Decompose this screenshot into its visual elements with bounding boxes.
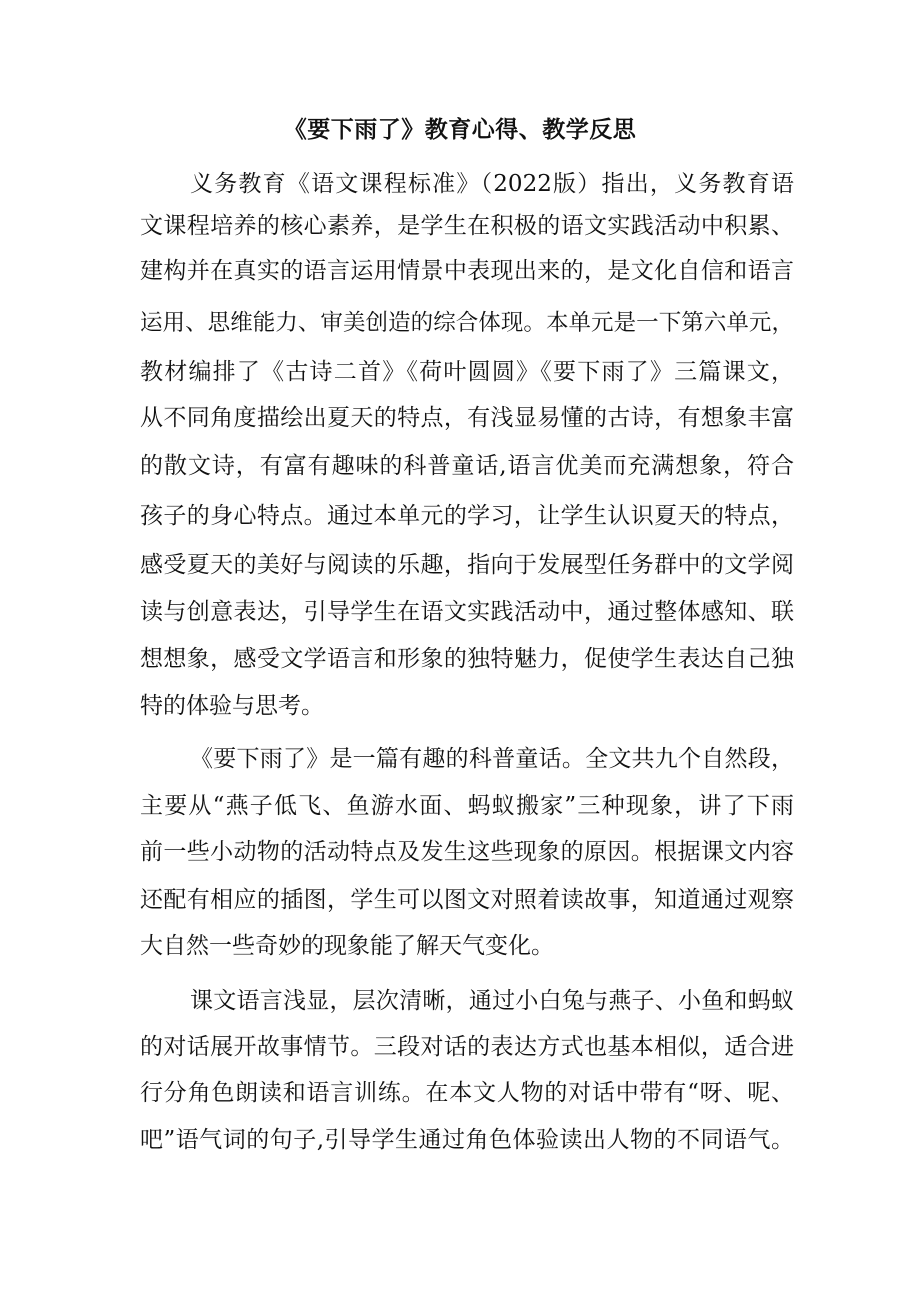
paragraph-line: 还配有相应的插图，学生可以图文对照着读故事，知道通过观察 (140, 887, 794, 913)
paragraph-line: 义务教育《语文课程标准》（2022版）指出，义务教育语 (190, 171, 794, 197)
paragraph-line: 大自然一些奇妙的现象能了解天气变化。 (140, 933, 554, 959)
paragraph-line: 行分角色朗读和语言训练。在本文人物的对话中带有“呀、呢、 (140, 1080, 794, 1106)
paragraph-line: 文课程培养的核心素养，是学生在积极的语文实践活动中积累、 (140, 213, 794, 239)
paragraph-line: 主要从“燕子低飞、鱼游水面、蚂蚁搬家”三种现象，讲了下雨 (140, 793, 794, 819)
paragraph-line: 吧”语气词的句子,引导学生通过角色体验读出人物的不同语气。 (140, 1127, 794, 1153)
paragraph-line: 运用、思维能力、审美创造的综合体现。本单元是一下第六单元， (140, 310, 794, 336)
paragraph-line: 教材编排了《古诗二首》《荷叶圆圆》《要下雨了》三篇课文， (140, 359, 794, 385)
paragraph-line: 从不同角度描绘出夏天的特点，有浅显易懂的古诗，有想象丰富 (140, 405, 794, 431)
paragraph-line: 读与创意表达，引导学生在语文实践活动中，通过整体感知、联 (140, 599, 794, 625)
document-title: 《要下雨了》教育心得、教学反思 (283, 117, 637, 143)
paragraph-line: 前一些小动物的活动特点及发生这些现象的原因。根据课文内容 (140, 839, 794, 865)
paragraph-line: 特的体验与思考。 (140, 693, 324, 719)
paragraph-line: 想想象，感受文学语言和形象的独特魅力，促使学生表达自己独 (140, 646, 794, 672)
paragraph-line: 的对话展开故事情节。三段对话的表达方式也基本相似，适合进 (140, 1034, 794, 1060)
paragraph-line: 课文语言浅显，层次清晰，通过小白兔与燕子、小鱼和蚂蚁 (190, 988, 794, 1014)
paragraph-line: 《要下雨了》是一篇有趣的科普童话。全文共九个自然段， (190, 746, 794, 772)
paragraph-line: 的散文诗，有富有趣味的科普童话,语言优美而充满想象，符合 (140, 453, 794, 479)
paragraph-line: 建构并在真实的语言运用情景中表现出来的，是文化自信和语言 (140, 258, 794, 284)
paragraph-line: 孩子的身心特点。通过本单元的学习，让学生认识夏天的特点， (140, 503, 794, 529)
paragraph-line: 感受夏天的美好与阅读的乐趣，指向于发展型任务群中的文学阅 (140, 552, 794, 578)
